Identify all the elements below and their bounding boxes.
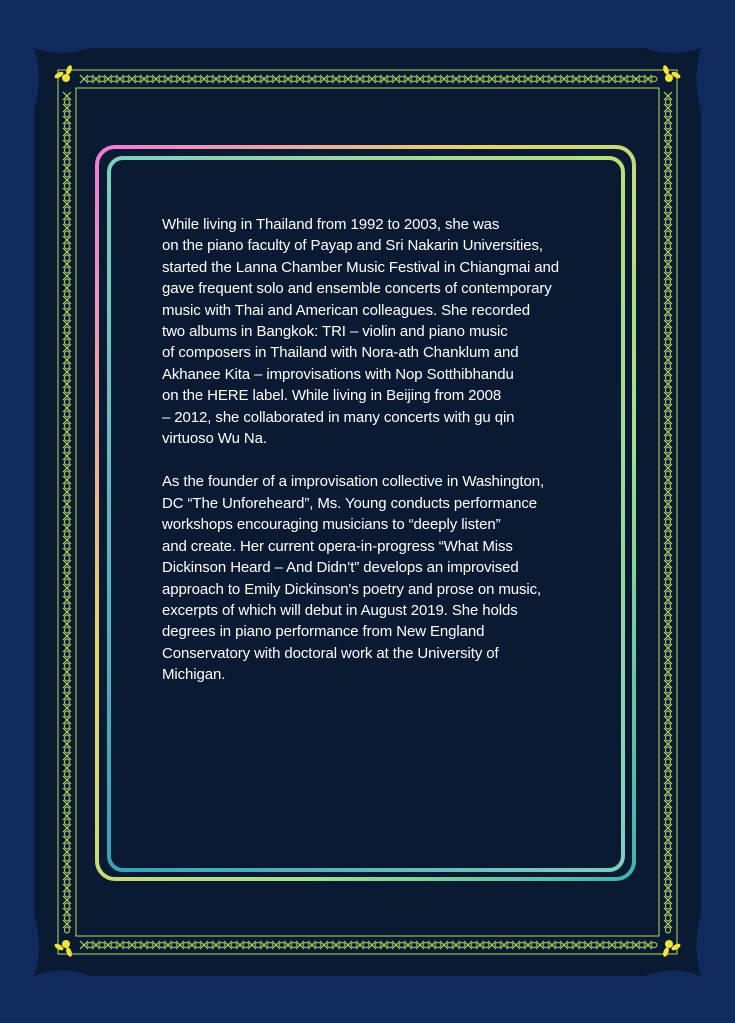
bio-paragraph-2: As the founder of a improvisation collective in Washington, DC “The Unforeheard”, Ms. Young conducts performance workshops encouraging musicians to “deeply listen” and create. Her current opera-in-progress “What Miss Dickinson Heard – And Didn’t” develops an improvised approach to Emily Dickinson's poetry and prose on music, excerpts of which will debut in August 2019. She holds degrees in piano performance from New England Conservatory with doctoral work at the University of Michigan. [162,473,545,684]
bio-paragraph-1: While living in Thailand from 1992 to 2003, she was on the piano faculty of Payap and Sri Nakarin Universities, started the Lanna Chamber Music Festival in Chiangmai and gave frequent solo and ensemble concerts of contemporary music with Thai and American colleagues. She recorded two albums in Bangkok: TRI – violin and piano music of composers in Thailand with Nora-ath Chanklum and Akhanee Kita – improvisations with Nop Sotthibhandu on the HERE label. While living in Beijing from 2008 – 2012, she collaborated in many concerts with gu qin virtuoso Wu Na. [162,216,560,448]
bio-text [162,214,582,708]
